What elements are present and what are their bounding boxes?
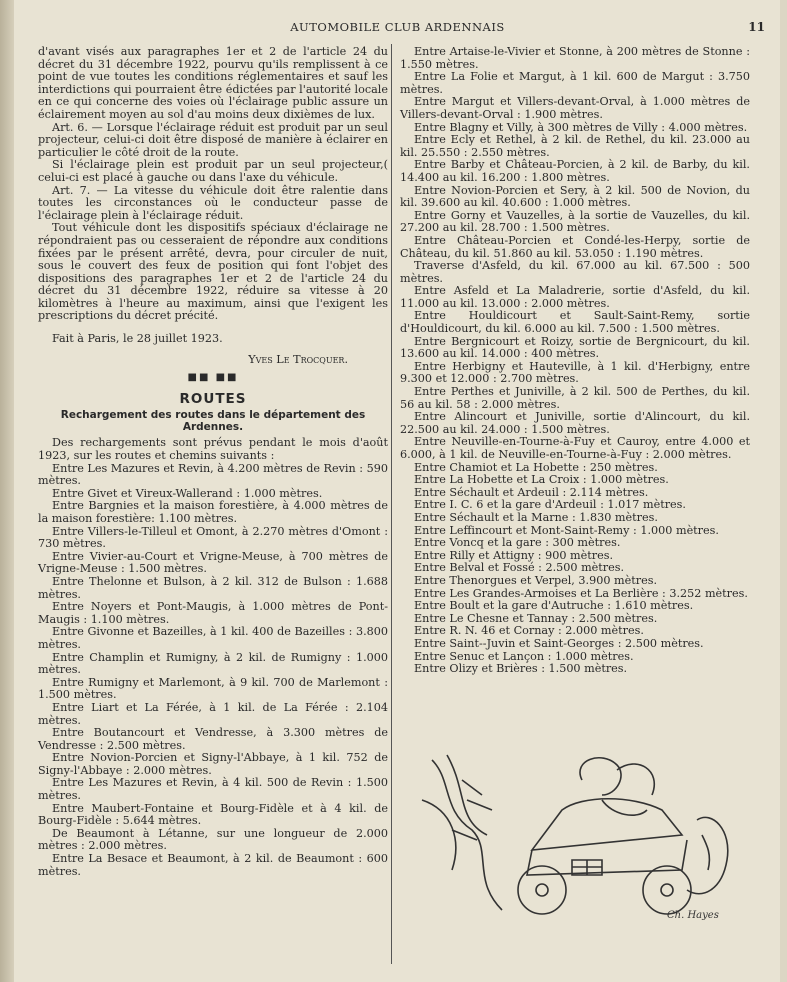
decree-paragraph: Si l'éclairage plein est produit par un seul projecteur,( celui-ci est placé à gauche ou dans l'axe du véhicule. (38, 158, 388, 184)
road-entry: Entre Novion-Porcien et Sery, à 2 kil. 500 de Novion, du kil. 39.600 au kil. 40.600 : 1.000 mètres. (400, 183, 750, 210)
road-entry: Entre La Hobette et La Croix : 1.000 mètres. (414, 473, 669, 487)
road-entry: Entre Boutancourt et Vendresse, à 3.300 mètres de Vendresse : 2.500 mètres. (38, 726, 388, 752)
road-entry: Entre Givonne et Bazeilles, à 1 kil. 400 de Bazeilles : 3.800 mètres. (38, 625, 388, 651)
road-entry: Entre Leffincourt et Mont-Saint-Remy : 1.000 mètres. (414, 523, 719, 537)
date-line: Fait à Paris, le 28 juillet 1923. (52, 332, 223, 346)
road-entry: Entre Houldicourt et Sault-Saint-Remy, sortie d'Houldicourt, du kil. 6.000 au kil. 7.500 : 1.500 mètres. (400, 309, 750, 336)
road-entry: Entre Alincourt et Juniville, sortie d'Alincourt, du kil. 22.500 au kil. 24.000 : 1.500 mètres. (400, 410, 750, 436)
road-entry: Entre Ecly et Rethel, à 2 kil. de Rethel, du kil. 23.000 au kil. 25.550 : 2.550 mètres. (400, 133, 750, 159)
road-entry: Entre Château-Porcien et Condé-les-Herpy, sortie de Château, du kil. 51.860 au kil. 53.050 : 1.190 mètres. (400, 233, 750, 260)
car-drawing-icon (412, 740, 757, 925)
signature: Yves Le Trocquer. (248, 352, 348, 366)
road-entry: Entre Asfeld et La Maladrerie, sortie d'Asfeld, du kil. 11.000 au kil. 13.000 : 2.000 mètres. (400, 284, 750, 310)
left-column (38, 46, 388, 878)
page-number: 11 (748, 20, 765, 34)
decree-paragraph: d'avant visés aux paragraphes 1er et 2 de l'article 24 du décret du 31 décembre 1922, pourvu qu'ils remplissent à ce point de vue toutes les conditions réglementaires et sauf les interdictions qui pourraient être édictées par l'autorité locale en ce qui concerne des voies où l'éclairage public assure un éclairement moyen au sol d'au moins deux dixièmes de lux. (38, 45, 388, 121)
decree-paragraph: Art. 7. — La vitesse du véhicule doit être ralentie dans toutes les circonstances où le conducteur passe de l'éclairage plein à l'éclairage réduit. (38, 183, 388, 222)
road-entry: Entre Séchault et la Marne : 1.830 mètres. (414, 510, 658, 524)
page-binding (0, 0, 14, 982)
road-entry: Entre Chamiot et La Hobette : 250 mètres. (414, 460, 658, 474)
road-entry: De Beaumont à Létanne, sur une longueur de 2.000 mètres : 2.000 mètres. (38, 826, 388, 853)
ornament: ■■ ■■ (187, 372, 239, 384)
road-entry: Entre Voncq et la gare : 300 mètres. (414, 536, 621, 550)
road-entry: Entre I. C. 6 et la gare d'Ardeuil : 1.017 mètres. (414, 498, 686, 512)
road-entry: Entre Neuville-en-Tourne-à-Fuy et Cauroy, entre 4.000 et 6.000, à 1 kil. de Neuville-en-Tourne-à-Fuy : 2.000 mètres. (400, 435, 750, 461)
road-entry: Entre Bargnies et la maison forestière, à 4.000 mètres de la maison forestière: 1.100 mètres. (38, 499, 388, 525)
road-entry: Entre Saint--Juvin et Saint-Georges : 2.500 mètres. (414, 636, 704, 650)
decree-paragraph: Tout véhicule dont les dispositifs spéciaux d'éclairage ne répondraient pas ou cesseraient de répondre aux conditions fixées par le présent arrêté, devra, pour circuler de nuit, sous le couvert des feux de position qui font l'objet des dispositions des paragraphes 1er et 2 de l'article 24 du décret du 31 décembre 1922, réduire sa vitesse à 20 kilomètres à l'heure au maximum, ainsi que l'exigent les prescriptions du décret précité. (38, 221, 388, 323)
road-entries-list (400, 46, 750, 676)
road-entry: Entre Séchault et Ardeuil : 2.114 mètres. (414, 485, 649, 499)
road-entry: Entre Givet et Vireux-Wallerand : 1.000 mètres. (52, 486, 323, 500)
road-entry: Entre Thenorgues et Verpel, 3.900 mètres. (414, 573, 657, 587)
road-entry: Entre Artaise-le-Vivier et Stonne, à 200 mètres de Stonne : 1.550 mètres. (400, 45, 750, 71)
road-entry: Entre Boult et la gare d'Autruche : 1.610 mètres. (414, 599, 694, 613)
road-entry: Entre Maubert-Fontaine et Bourg-Fidèle et à 4 kil. de Bourg-Fidèle : 5.644 mètres. (38, 801, 388, 828)
right-column (400, 46, 750, 676)
road-entry: Entre Bergnicourt et Roizy, sortie de Bergnicourt, du kil. 13.600 au kil. 14.000 : 400 mètres. (400, 334, 750, 361)
road-entry: Entre R. N. 46 et Cornay : 2.000 mètres. (414, 624, 644, 638)
running-title: AUTOMOBILE CLUB ARDENNAIS (290, 20, 505, 34)
road-entry: Entre Barby et Château-Porcien, à 2 kil. de Barby, du kil. 14.400 au kil. 16.200 : 1.800 mètres. (400, 158, 750, 184)
road-entry: Entre Olizy et Brières : 1.500 mètres. (414, 662, 628, 676)
road-entry: Entre Les Mazures et Revin, à 4.200 mètres de Revin : 590 mètres. (38, 461, 388, 488)
road-entry: Entre Les Grandes-Armoises et La Berlière : 3.252 mètres. (414, 586, 748, 600)
road-entry: Entre Vivier-au-Court et Vrigne-Meuse, à 700 mètres de Vrigne-Meuse : 1.500 mètres. (38, 549, 388, 576)
column-divider (391, 44, 392, 964)
road-entry: Entre Rilly et Attigny : 900 mètres. (414, 548, 614, 562)
road-entry: Entre Margut et Villers-devant-Orval, à 1.000 mètres de Villers-devant-Orval : 1.900 mètres. (400, 95, 750, 121)
road-entry: Entre Rumigny et Marlemont, à 9 kil. 700 de Marlemont : 1.500 mètres. (38, 675, 388, 702)
road-entries-list (38, 463, 388, 879)
road-entry: Entre La Folie et Margut, à 1 kil. 600 de Margut : 3.750 mètres. (400, 70, 750, 96)
road-entry: Entre Champlin et Rumigny, à 2 kil. de Rumigny : 1.000 mètres. (38, 650, 388, 677)
road-entry: Entre Gorny et Vauzelles, à la sortie de Vauzelles, du kil. 27.200 au kil. 28.700 : 1.500 mètres. (400, 208, 750, 235)
section-intro: Des rechargements sont prévus pendant le mois d'août 1923, sur les routes et chemins suivants : (38, 436, 388, 463)
artist-signature: Ch. Hayes (667, 910, 719, 921)
section-subtitle: Rechargement des routes dans le département des Ardennes. (60, 409, 366, 434)
road-entry: Entre Villers-le-Tilleul et Omont, à 2.270 mètres d'Omont : 730 mètres. (38, 524, 388, 551)
road-entry: Entre Herbigny et Hauteville, à 1 kil. d'Herbigny, entre 9.300 et 12.000 : 2.700 mètres. (400, 359, 750, 386)
road-entry: Entre La Besace et Beaumont, à 2 kil. de Beaumont : 600 mètres. (38, 852, 388, 878)
road-entry: Entre Novion-Porcien et Signy-l'Abbaye, à 1 kil. 752 de Signy-l'Abbaye : 2.000 mètres. (38, 751, 388, 777)
road-entry: Entre Liart et La Férée, à 1 kil. de La Férée : 2.104 mètres. (38, 700, 388, 727)
decree-paragraph: Art. 6. — Lorsque l'éclairage réduit est produit par un seul projecteur, celui-ci doit être disposé de manière à éclairer en particulier le côté droit de la route. (38, 120, 388, 159)
road-entry: Entre Noyers et Pont-Maugis, à 1.000 mètres de Pont-Maugis : 1.100 mètres. (38, 600, 388, 626)
page-header (30, 20, 765, 42)
road-entry: Entre Belval et Fossé : 2.500 mètres. (414, 561, 625, 575)
road-entry: Entre Les Mazures et Revin, à 4 kil. 500 de Revin : 1.500 mètres. (38, 776, 388, 803)
road-entry: Entre Blagny et Villy, à 300 mètres de Villy : 4.000 mètres. (414, 120, 748, 134)
road-entry: Entre Thelonne et Bulson, à 2 kil. 312 de Bulson : 1.688 mètres. (38, 574, 388, 601)
road-entry: Entre Le Chesne et Tannay : 2.500 mètres. (414, 611, 658, 625)
road-entry: Entre Senuc et Lançon : 1.000 mètres. (414, 649, 634, 663)
section-title: ROUTES (179, 390, 247, 407)
road-entry: Traverse d'Asfeld, du kil. 67.000 au kil. 67.500 : 500 mètres. (400, 259, 750, 285)
road-entry: Entre Perthes et Juniville, à 2 kil. 500 de Perthes, du kil. 56 au kil. 58 : 2.000 mètres. (400, 385, 750, 411)
